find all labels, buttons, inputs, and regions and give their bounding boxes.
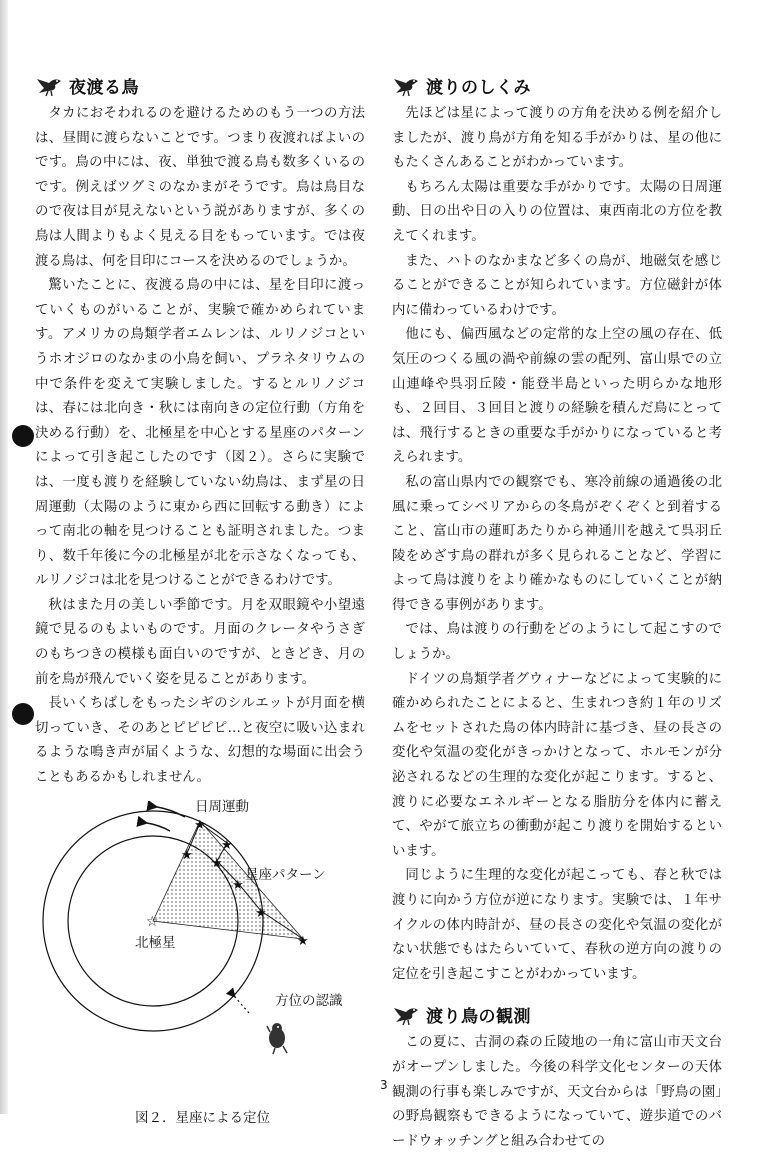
- page-number: 3: [380, 1078, 388, 1092]
- section-heading-mechanism: [392, 70, 722, 100]
- paragraph: では、鳥は渡りの行動をどのようにして起こすのでしょうか。: [392, 622, 722, 663]
- paragraph: もちろん太陽は重要な手がかりです。太陽の日周運動、日の出や日の入りの位置は、東西南北の方位を教えてくれます。: [392, 179, 722, 244]
- paragraph: タカにおそわれるのを避けるためのもう一つの方法は、昼間に渡らないことです。つまり夜渡ればよいのです。鳥の中には、夜、単独で渡る鳥も数多くいるのです。例えばツグミのなかまがそうです。鳥は鳥目なので夜は目が見えないという説がありますが、多くの鳥は人間よりもよく見える目をもっています。では夜渡る鳥は、何を目印にコースを決めるのでしょうか。: [35, 106, 365, 269]
- svg-text:★: ★: [232, 877, 244, 893]
- paragraph: ドイツの鳥類学者グウィナーなどによって実験的に確かめられたことによると、生まれつき約１年のリズムをセットされた鳥の体内時計に基づき、昼の長さの変化や気温の変化がきっかけとなって、ホルモンが分泌されるなどの生理的な変化が起こります。すると、渡りに必要なエネルギーとなる脂肪分を体内に蓄えて、やがて旅立ちの衝動が起こり渡りを開始するといいます。: [392, 671, 722, 859]
- paragraph: 秋はまた月の美しい季節です。月を双眼鏡や小望遠鏡で見るのもよいものです。月面のクレータやうさぎのもちつきの模様も面白いのですが、ときどき、月の前を鳥が飛んでいく姿を見ることがあります。: [35, 597, 365, 687]
- paragraph: 同じように生理的な変化が起こっても、春と秋では渡りに向かう方位が逆になります。実験では、１年サイクルの体内時計が、昼の長さの変化や気温の変化がない状態でもはたらいていて、春秋の逆方向の渡りの定位を引き起こすことがわかっています。: [392, 868, 722, 982]
- left-column: [35, 70, 365, 1141]
- paragraph: また、ハトのなかまなど多くの鳥が、地磁気を感じることができることが知られています。方位磁針が体内に備わっているわけです。: [392, 253, 722, 318]
- svg-text:★: ★: [194, 817, 206, 833]
- paragraph: 他にも、偏西風などの定常的な上空の風の存在、低気圧のつくる風の渦や前線の雲の配列、富山県での立山連峰や呉羽丘陵・能登半島といった明らかな地形も、２回目、３回目と渡りの経験を積んだ鳥にとっては、飛行するときの重要な手がかりになっていると考えられます。: [392, 327, 722, 466]
- bird-icon: [392, 73, 422, 97]
- polaris-star: ☆: [146, 913, 159, 930]
- small-bird-icon: [267, 1023, 287, 1054]
- svg-text:★: ★: [255, 905, 267, 921]
- section-title: 夜渡る鳥: [69, 77, 139, 98]
- paragraph: 長いくちばしをもったシギのシルエットが月面を横切っていき、そのあとピピピピ…と夜空に吸い込まれるような鳴き声が届くような、幻想的な場面に出会うこともあるかもしれません。: [35, 696, 365, 786]
- paragraph: 先ほどは星によって渡りの方角を決める例を紹介しましたが、渡り鳥が方角を知る手がかりは、星の他にもたくさんあることがわかっています。: [392, 106, 722, 171]
- star-orientation-diagram: [35, 801, 365, 1101]
- section-heading-observation: [392, 999, 722, 1029]
- section-heading-night-birds: [35, 70, 365, 100]
- label-daily-motion: 日周運動: [195, 798, 249, 815]
- paragraph: 驚いたことに、夜渡る鳥の中には、星を目印に渡っていくものがいることが、実験で確かめられています。アメリカの鳥類学者エムレンは、ルリノジコというホオジロのなかまの小鳥を飼い、プラネタリウムの中で条件を変えて実験しました。するとルリノジコは、春には北向き・秋には南向きの定位行動（方角を決める行動）を、北極星を中心とする星座のパターンによって引き起こしたのです（図２）。さらに実験では、一度も渡りを経験していない幼鳥は、まず星の日周運動（太陽のように東から西に回転する動き）によって南北の軸を見つけることも証明されました。つまり、数千年後に今の北極星が北を示さなくなっても、ルリノジコは北を見つけることができるわけです。: [35, 278, 365, 589]
- right-column: [392, 70, 722, 1154]
- page-edge: [0, 0, 8, 1114]
- binder-hole-upper: [12, 425, 34, 447]
- paragraph: 私の富山県内での観察でも、寒冷前線の通過後の北風に乗ってシベリアからの冬鳥がぞくぞくと到着すること、富山市の蓮町あたりから神通川を越えて呉羽丘陵をめざす鳥の群れが多く見られることなど、学習によって鳥は渡りをより確かなものにしていくことが納得できる事例があります。: [392, 474, 722, 613]
- svg-text:★: ★: [211, 855, 223, 871]
- svg-text:★: ★: [297, 933, 309, 949]
- paragraph: この夏に、古洞の森の丘陵地の一角に富山市天文台がオープンしました。今後の科学文化センターの天体観測の行事も楽しみですが、天文台からは「野鳥の園」の野鳥観察もできるようになっていて、遊歩道でのバードウォッチングと組み合わせての: [392, 1035, 722, 1149]
- orientation-arrow: [235, 997, 249, 1013]
- daily-motion-arrow: [147, 823, 170, 831]
- label-orientation: 方位の認識: [275, 992, 343, 1009]
- section-title: 渡りのしくみ: [426, 77, 531, 98]
- svg-text:★: ★: [221, 837, 233, 853]
- section-title: 渡り鳥の観測: [426, 1006, 531, 1027]
- svg-text:★: ★: [181, 847, 193, 863]
- bird-icon: [35, 73, 65, 97]
- label-polaris: 北極星: [135, 934, 176, 951]
- figure-star-orientation: [35, 798, 365, 1141]
- label-star-pattern: 星座パターン: [245, 866, 326, 883]
- figure-caption: 図２．星座による定位: [135, 1109, 270, 1126]
- binder-hole-lower: [12, 703, 34, 725]
- bird-icon: [392, 1002, 422, 1026]
